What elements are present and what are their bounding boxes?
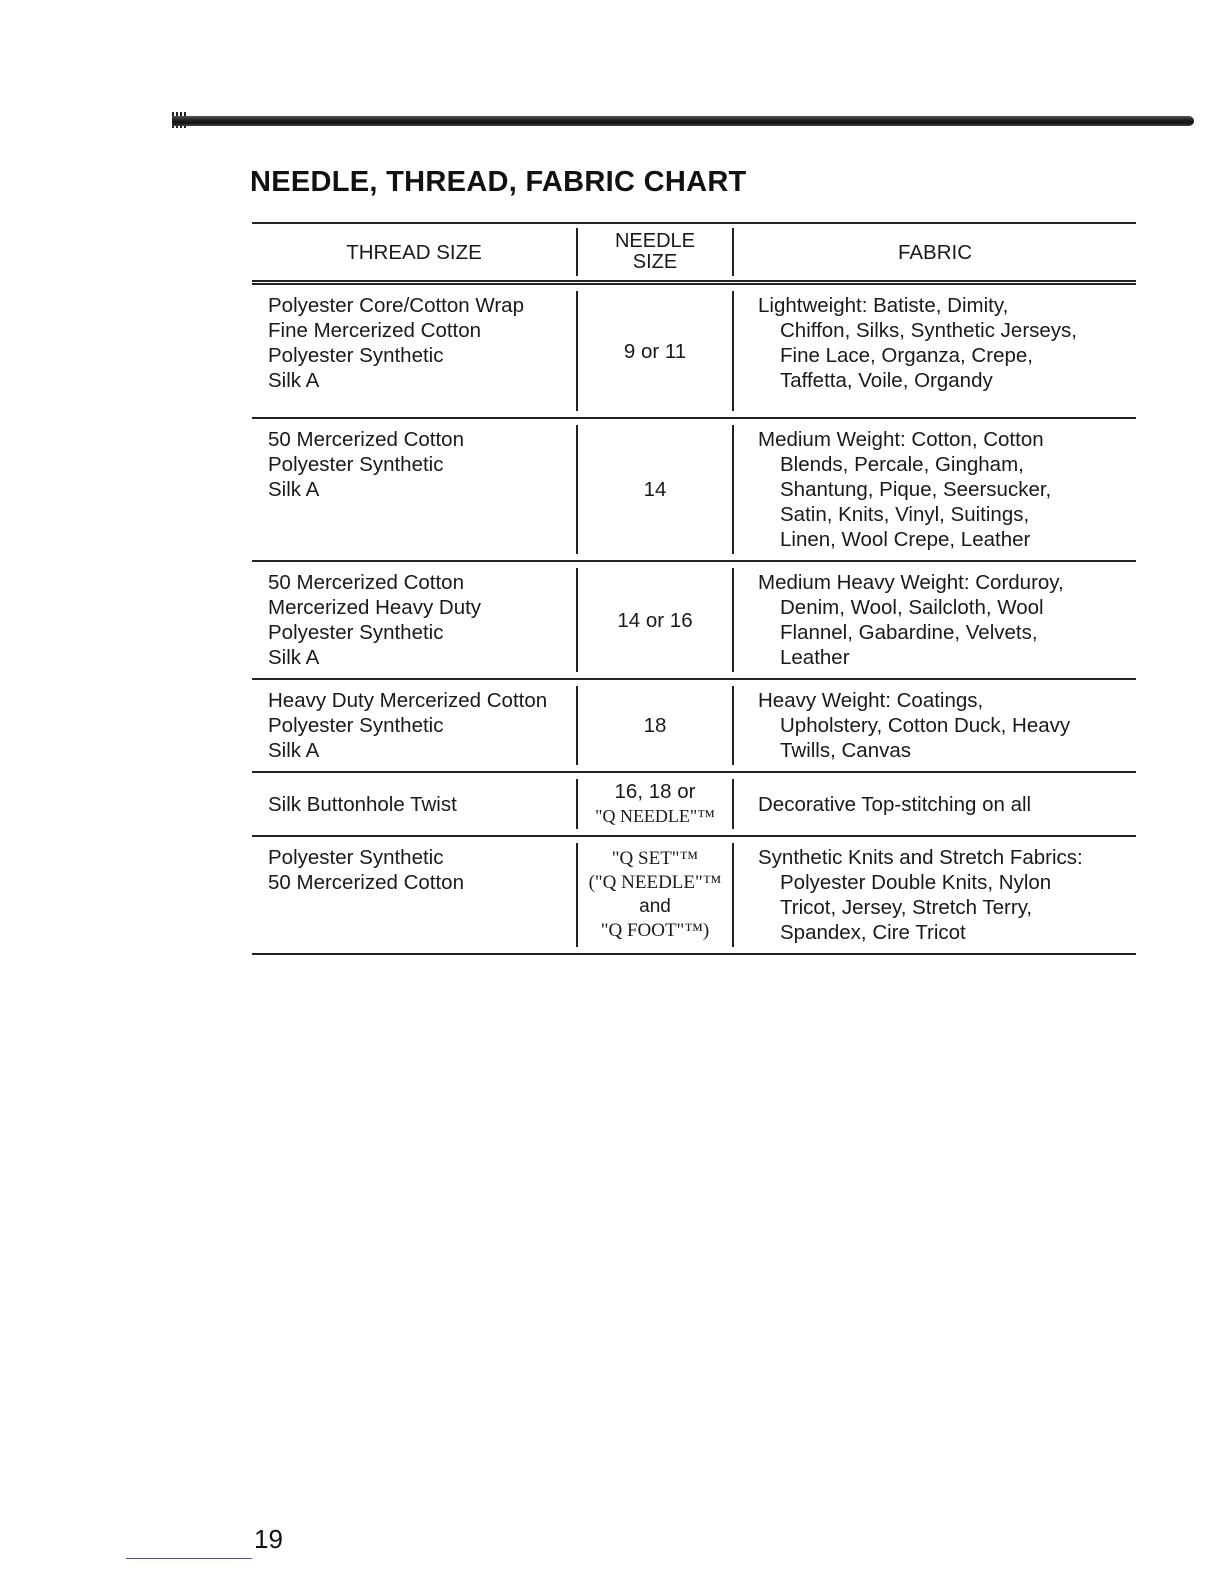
needle-line: "Q SET"™ <box>611 848 699 869</box>
fabric-line: Taffetta, Voile, Organdy <box>780 369 993 392</box>
thread-line: Polyester Synthetic <box>268 621 444 644</box>
thread-line: 50 Mercerized Cotton <box>268 428 464 451</box>
fabric-line: Shantung, Pique, Seersucker, <box>780 478 1052 501</box>
needle-line: 14 or 16 <box>617 608 693 632</box>
needle-line: 14 <box>643 478 667 501</box>
fabric-line: Medium Heavy Weight: Corduroy, <box>758 571 1064 594</box>
needle-thread-fabric-table <box>252 222 1136 955</box>
header-needle-size <box>576 228 734 276</box>
fabric-cell <box>734 837 1136 953</box>
needle-line: 18 <box>643 714 667 737</box>
table-row <box>252 285 1136 419</box>
thread-line: Polyester Synthetic <box>268 453 444 476</box>
fabric-line: Chiffon, Silks, Synthetic Jerseys, <box>780 319 1077 342</box>
fabric-line: Linen, Wool Crepe, Leather <box>780 528 1031 551</box>
fabric-line: Twills, Canvas <box>780 739 912 762</box>
fabric-line: Heavy Weight: Coatings, <box>758 689 984 712</box>
table-row <box>252 562 1136 680</box>
thread-line: Silk A <box>268 646 320 669</box>
needle-cell <box>576 568 734 672</box>
needle-line: "Q NEEDLE"™ <box>595 806 715 826</box>
thread-line: Mercerized Heavy Duty <box>268 596 482 619</box>
page-number: 19 <box>254 1524 283 1554</box>
thread-line: Silk Buttonhole Twist <box>268 792 457 816</box>
fabric-line: Spandex, Cire Tricot <box>780 921 966 944</box>
thread-cell <box>252 562 576 678</box>
thread-cell <box>252 680 576 771</box>
fabric-line: Decorative Top-stitching on all <box>758 792 1032 816</box>
needle-cell <box>576 425 734 554</box>
fabric-line: Tricot, Jersey, Stretch Terry, <box>780 896 1033 919</box>
fabric-line: Lightweight: Batiste, Dimity, <box>758 294 1009 317</box>
needle-line: ("Q NEEDLE"™ <box>588 872 722 893</box>
thread-cell <box>252 285 576 417</box>
thread-line: 50 Mercerized Cotton <box>268 571 464 594</box>
needle-cell <box>576 779 734 829</box>
needle-line: 16, 18 or <box>614 780 696 803</box>
header-needle-line1: NEEDLE <box>614 230 696 252</box>
needle-cell <box>576 291 734 411</box>
fabric-cell <box>734 285 1136 417</box>
fabric-cell <box>734 562 1136 678</box>
thread-line: Heavy Duty Mercerized Cotton <box>268 689 548 712</box>
header-needle-line2: SIZE <box>632 251 678 273</box>
fabric-line: Blends, Percale, Gingham, <box>780 453 1024 476</box>
fabric-line: Synthetic Knits and Stretch Fabrics: <box>758 846 1083 869</box>
needle-line: "Q FOOT"™) <box>600 920 710 941</box>
table-row <box>252 773 1136 837</box>
table-row <box>252 837 1136 955</box>
header-rule <box>172 116 1194 126</box>
needle-line: and <box>639 896 671 917</box>
needle-cell <box>576 686 734 765</box>
page-title: NEEDLE, THREAD, FABRIC CHART <box>250 166 747 198</box>
thread-line: Silk A <box>268 478 320 501</box>
thread-cell <box>252 837 576 953</box>
fabric-cell <box>734 680 1136 771</box>
table-row <box>252 419 1136 562</box>
needle-cell <box>576 843 734 947</box>
footer-rule <box>126 1558 252 1559</box>
thread-line: Fine Mercerized Cotton <box>268 319 482 342</box>
fabric-line: Leather <box>780 646 850 669</box>
fabric-line: Polyester Double Knits, Nylon <box>780 871 1052 894</box>
fabric-cell <box>734 419 1136 560</box>
fabric-line: Flannel, Gabardine, Velvets, <box>780 621 1038 644</box>
table-header-row <box>252 224 1136 285</box>
header-thread-size: THREAD SIZE <box>346 240 482 264</box>
thread-cell <box>252 419 576 560</box>
table-row <box>252 680 1136 773</box>
fabric-line: Denim, Wool, Sailcloth, Wool <box>780 596 1044 619</box>
thread-line: Polyester Synthetic <box>268 846 444 869</box>
thread-line: Polyester Synthetic <box>268 344 444 367</box>
thread-line: 50 Mercerized Cotton <box>268 871 464 894</box>
thread-cell <box>252 773 576 835</box>
fabric-line: Satin, Knits, Vinyl, Suitings, <box>780 503 1030 526</box>
needle-line: 9 or 11 <box>623 339 687 363</box>
thread-line: Silk A <box>268 369 320 392</box>
fabric-line: Upholstery, Cotton Duck, Heavy <box>780 714 1071 737</box>
thread-line: Polyester Core/Cotton Wrap <box>268 294 524 317</box>
thread-line: Silk A <box>268 739 320 762</box>
fabric-line: Medium Weight: Cotton, Cotton <box>758 428 1044 451</box>
fabric-cell <box>734 773 1136 835</box>
fabric-line: Fine Lace, Organza, Crepe, <box>780 344 1033 367</box>
header-fabric: FABRIC <box>897 240 973 264</box>
thread-line: Polyester Synthetic <box>268 714 444 737</box>
